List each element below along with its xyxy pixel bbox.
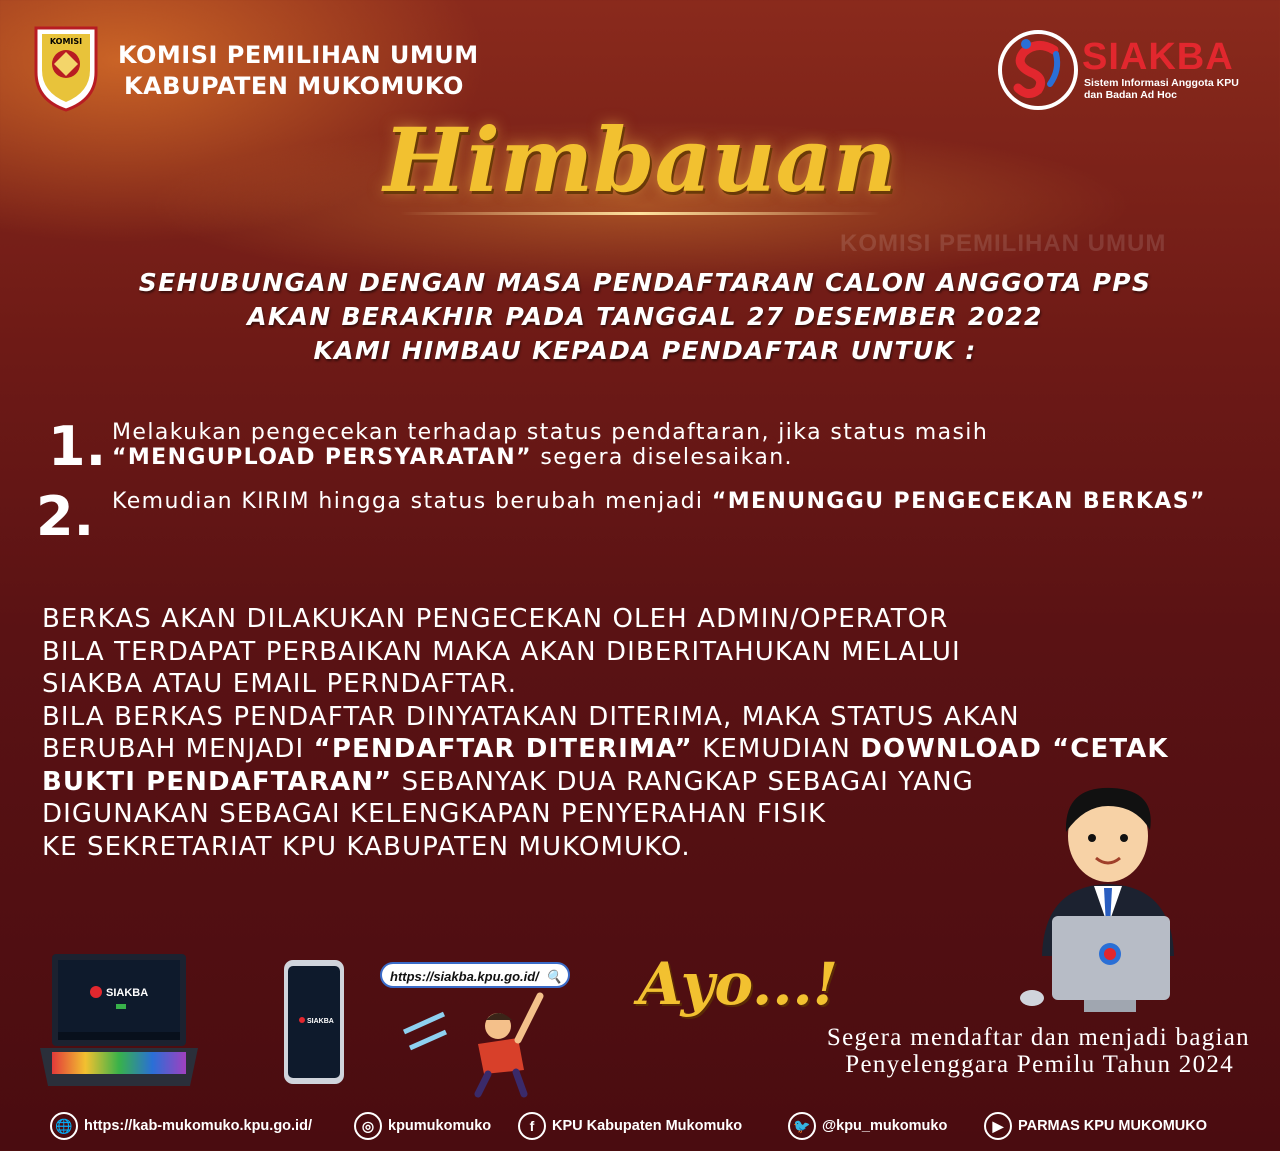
body-bold-span: “PENDAFTAR DITERIMA” [313, 734, 693, 764]
youtube-icon: ▶ [984, 1112, 1012, 1140]
facebook-icon: f [518, 1112, 546, 1140]
body-line: BILA TERDAPAT PERBAIKAN MAKA AKAN DIBERITAHUKAN MELALUI [42, 636, 961, 667]
body-text-span: KEMUDIAN [692, 734, 861, 764]
list-item [112, 420, 1232, 470]
list-item [112, 489, 1262, 514]
intro-line: SEHUBUNGAN DENGAN MASA PENDAFTARAN CALON ANGGOTA PPS [138, 268, 1152, 297]
item-text: Melakukan pengecekan terhadap status pendaftaran, jika status masih [112, 420, 989, 445]
org-line-1: KOMISI PEMILIHAN UMUM [118, 41, 479, 69]
intro-statement [0, 266, 1280, 368]
footer-label[interactable]: KPU Kabupaten Mukomuko [552, 1118, 743, 1134]
item-bold-status: “MENGUPLOAD PERSYARATAN” [112, 445, 532, 470]
item-text: segera diselesaikan. [531, 445, 793, 470]
siakba-subtitle [1084, 77, 1239, 101]
footer-label[interactable]: @kpu_mukomuko [822, 1118, 948, 1134]
twitter-icon: 🐦 [788, 1112, 816, 1140]
body-line: KE SEKRETARIAT KPU KABUPATEN MUKOMUKO. [42, 831, 691, 862]
body-text-span: SEBANYAK DUA RANGKAP SEBAGAI YANG [392, 766, 974, 797]
siakba-logo [996, 28, 1080, 112]
search-icon: 🔍 [545, 969, 562, 984]
tagline-line: Penyelenggara Pemilu Tahun 2024 [845, 1051, 1234, 1078]
body-line: BERKAS AKAN DILAKUKAN PENGECEKAN OLEH ADMIN/OPERATOR [42, 604, 949, 634]
siakba-url[interactable]: https://siakba.kpu.go.id/ [390, 969, 539, 984]
phone-illustration [282, 958, 346, 1086]
globe-icon: 🌐 [50, 1112, 78, 1140]
tagline-line: Segera mendaftar dan menjadi bagian [826, 1024, 1250, 1051]
intro-line: KAMI HIMBAU KEPADA PENDAFTAR UNTUK : [313, 336, 977, 365]
pointing-man-illustration [400, 990, 570, 1098]
organization-name [118, 40, 479, 102]
item-bold-status: “MENUNGGU PENGECEKAN BERKAS” [711, 489, 1206, 514]
closing-tagline [736, 1024, 1250, 1078]
siakba-url-bubble[interactable] [380, 962, 570, 988]
body-bold-span: BUKTI PENDAFTARAN” [42, 766, 393, 797]
body-line [42, 733, 1262, 766]
intro-line: AKAN BERAKHIR PADA TANGGAL 27 DESEMBER 2022 [247, 302, 1043, 331]
laptop-illustration [36, 952, 202, 1090]
footer-label[interactable]: PARMAS KPU MUKOMUKO [1018, 1118, 1208, 1134]
footer-label[interactable]: https://kab-mukomuko.kpu.go.id/ [84, 1118, 312, 1134]
siakba-name: SIAKBA [1082, 36, 1234, 78]
footer-twitter-link[interactable] [788, 1106, 947, 1146]
org-line-2: KABUPATEN MUKOMUKO [124, 72, 464, 100]
footer-instagram-link[interactable] [354, 1106, 491, 1146]
social-footer [0, 1106, 1280, 1146]
instagram-icon: ◎ [354, 1112, 382, 1140]
siakba-sub-line-2: dan Badan Ad Hoc [1084, 89, 1177, 101]
ayo-callout: Ayo...! [638, 950, 839, 1018]
footer-label[interactable]: kpumukomuko [388, 1118, 492, 1134]
body-line: BILA BERKAS PENDAFTAR DINYATAKAN DITERIMA, MAKA STATUS AKAN [42, 701, 1020, 732]
footer-facebook-link[interactable] [518, 1106, 742, 1146]
phone-screen-label: SIAKBA [307, 1018, 334, 1025]
footer-youtube-link[interactable] [984, 1106, 1207, 1146]
title-underline-glow [400, 212, 880, 215]
background-building-sign: KOMISI PEMILIHAN UMUM [840, 230, 1167, 257]
body-bold-span: DOWNLOAD “CETAK [860, 734, 1169, 764]
page-title: Himbauan [383, 108, 897, 212]
kpu-logo [28, 22, 104, 112]
officer-illustration [1012, 776, 1202, 1024]
item-number: 2. [36, 485, 95, 548]
body-line: SIAKBA ATAU EMAIL PERNDAFTAR. [42, 669, 518, 699]
item-text: Kemudian KIRIM hingga status berubah menjadi [112, 489, 712, 514]
svg-text:KOMISI: KOMISI [49, 37, 83, 46]
item-number: 1. [48, 415, 107, 478]
footer-website-link[interactable] [50, 1106, 312, 1146]
siakba-sub-line-1: Sistem Informasi Anggota KPU [1084, 77, 1239, 89]
body-text-span: BERUBAH MENJADI [42, 734, 314, 764]
laptop-screen-label: SIAKBA [106, 987, 149, 999]
body-line: DIGUNAKAN SEBAGAI KELENGKAPAN PENYERAHAN FISIK [42, 799, 827, 829]
